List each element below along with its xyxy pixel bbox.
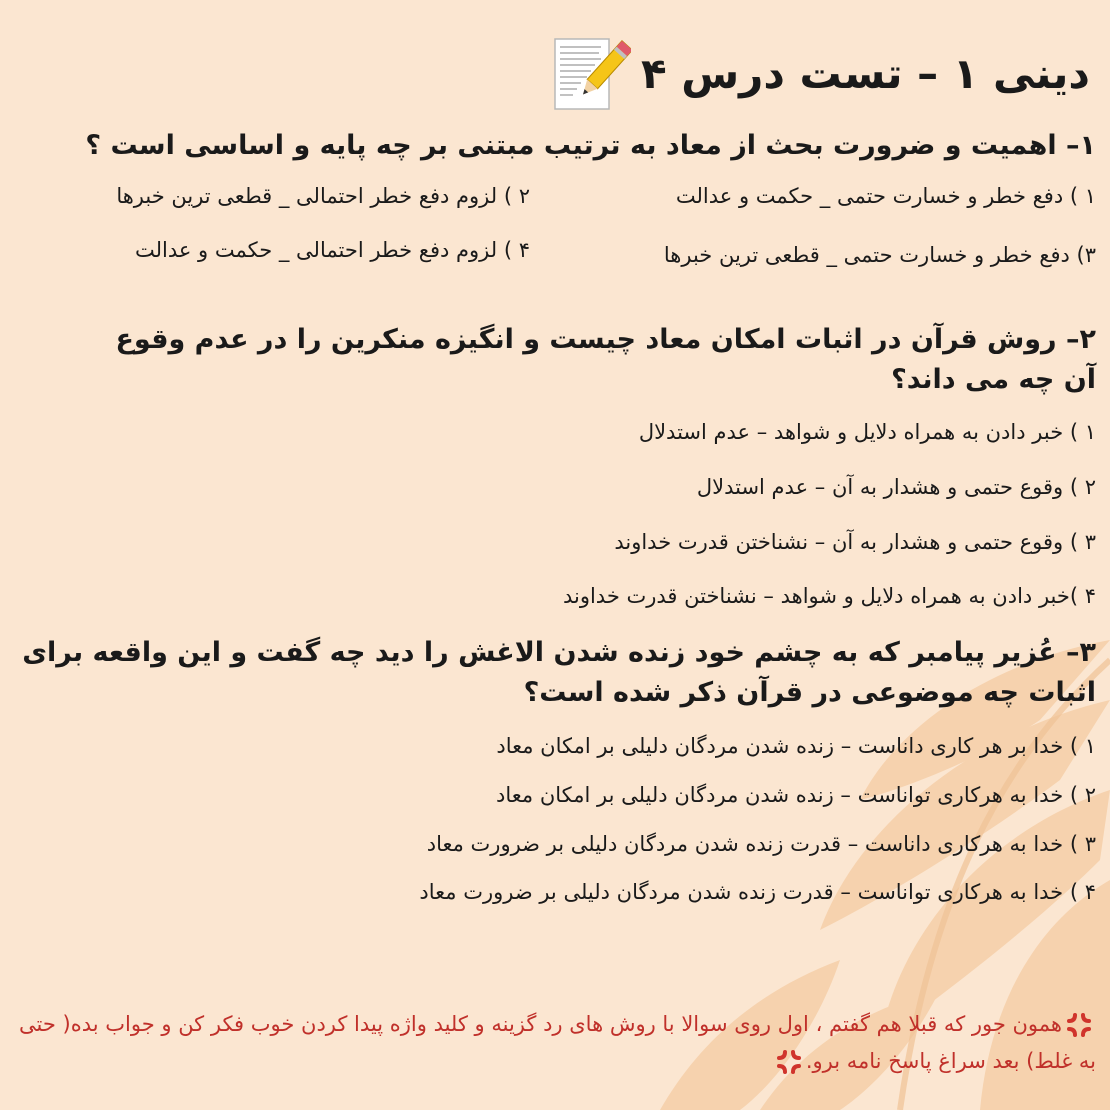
question-2: ۲– روش قرآن در اثبات امکان معاد چیست و انگیزه منکرین را در عدم وقوع آن چه می داند؟ [115,324,1096,395]
question-3-option-3[interactable]: ۳ ) خدا به هرکاری داناست – قدرت زنده شدن مردگان دلیلی بر ضرورت معاد [426,832,1096,856]
question-2-option-2[interactable]: ۲ ) وقوع حتمی و هشدار به آن – عدم استدلال [696,475,1096,499]
memo-pencil-icon [551,33,631,113]
page-title: دینی ۱ – تست درس ۴ [640,48,1090,98]
anger-symbol-icon [1066,1012,1092,1038]
question-2-option-3[interactable]: ۳ ) وقوع حتمی و هشدار به آن – نشناختن قدرت خداوند [614,530,1096,554]
question-3: ۳– عُزیر پیامبر که به چشم خود زنده شدن الاغش را دید چه گفت و این واقعه برای اثبات چه موضوعی در قرآن ذکر شده است؟ [22,637,1096,708]
question-3-option-2[interactable]: ۲ ) خدا به هرکاری تواناست – زنده شدن مردگان دلیلی بر امکان معاد [496,783,1096,807]
question-1-option-3[interactable]: ۳) دفع خطر و خسارت حتمی _ قطعی ترین خبرها [663,243,1096,267]
advice-note-text: همون جور که قبلا هم گفتم ، اول روی سوالا با روش های رد گزینه و کلید واژه پیدا کردن خوب فکر کن و جواب بده( حتی به غلط) بعد سراغ پاسخ نامه برو. [19,1012,1096,1073]
advice-note [16,1006,1096,1080]
question-1-option-1[interactable]: ۱ ) دفع خطر و خسارت حتمی _ حکمت و عدالت [675,184,1096,208]
title-row [551,28,1090,118]
question-1: ۱– اهمیت و ضرورت بحث از معاد به ترتیب مبتنی بر چه پایه و اساسی است ؟ [85,130,1096,161]
question-1-option-4[interactable]: ۴ ) لزوم دفع خطر احتمالی _ حکمت و عدالت [134,238,530,262]
question-3-option-4[interactable]: ۴ ) خدا به هرکاری تواناست – قدرت زنده شدن مردگان دلیلی بر ضرورت معاد [419,880,1096,904]
question-3-option-1[interactable]: ۱ ) خدا بر هر کاری داناست – زنده شدن مردگان دلیلی بر امکان معاد [496,734,1096,758]
question-1-option-2[interactable]: ۲ ) لزوم دفع خطر احتمالی _ قطعی ترین خبرها [116,184,530,208]
question-2-option-4[interactable]: ۴ )خبر دادن به همراه دلایل و شواهد – نشناختن قدرت خداوند [562,584,1096,608]
question-2-option-1[interactable]: ۱ ) خبر دادن به همراه دلایل و شواهد – عدم استدلال [638,420,1096,444]
anger-symbol-icon [776,1049,802,1075]
